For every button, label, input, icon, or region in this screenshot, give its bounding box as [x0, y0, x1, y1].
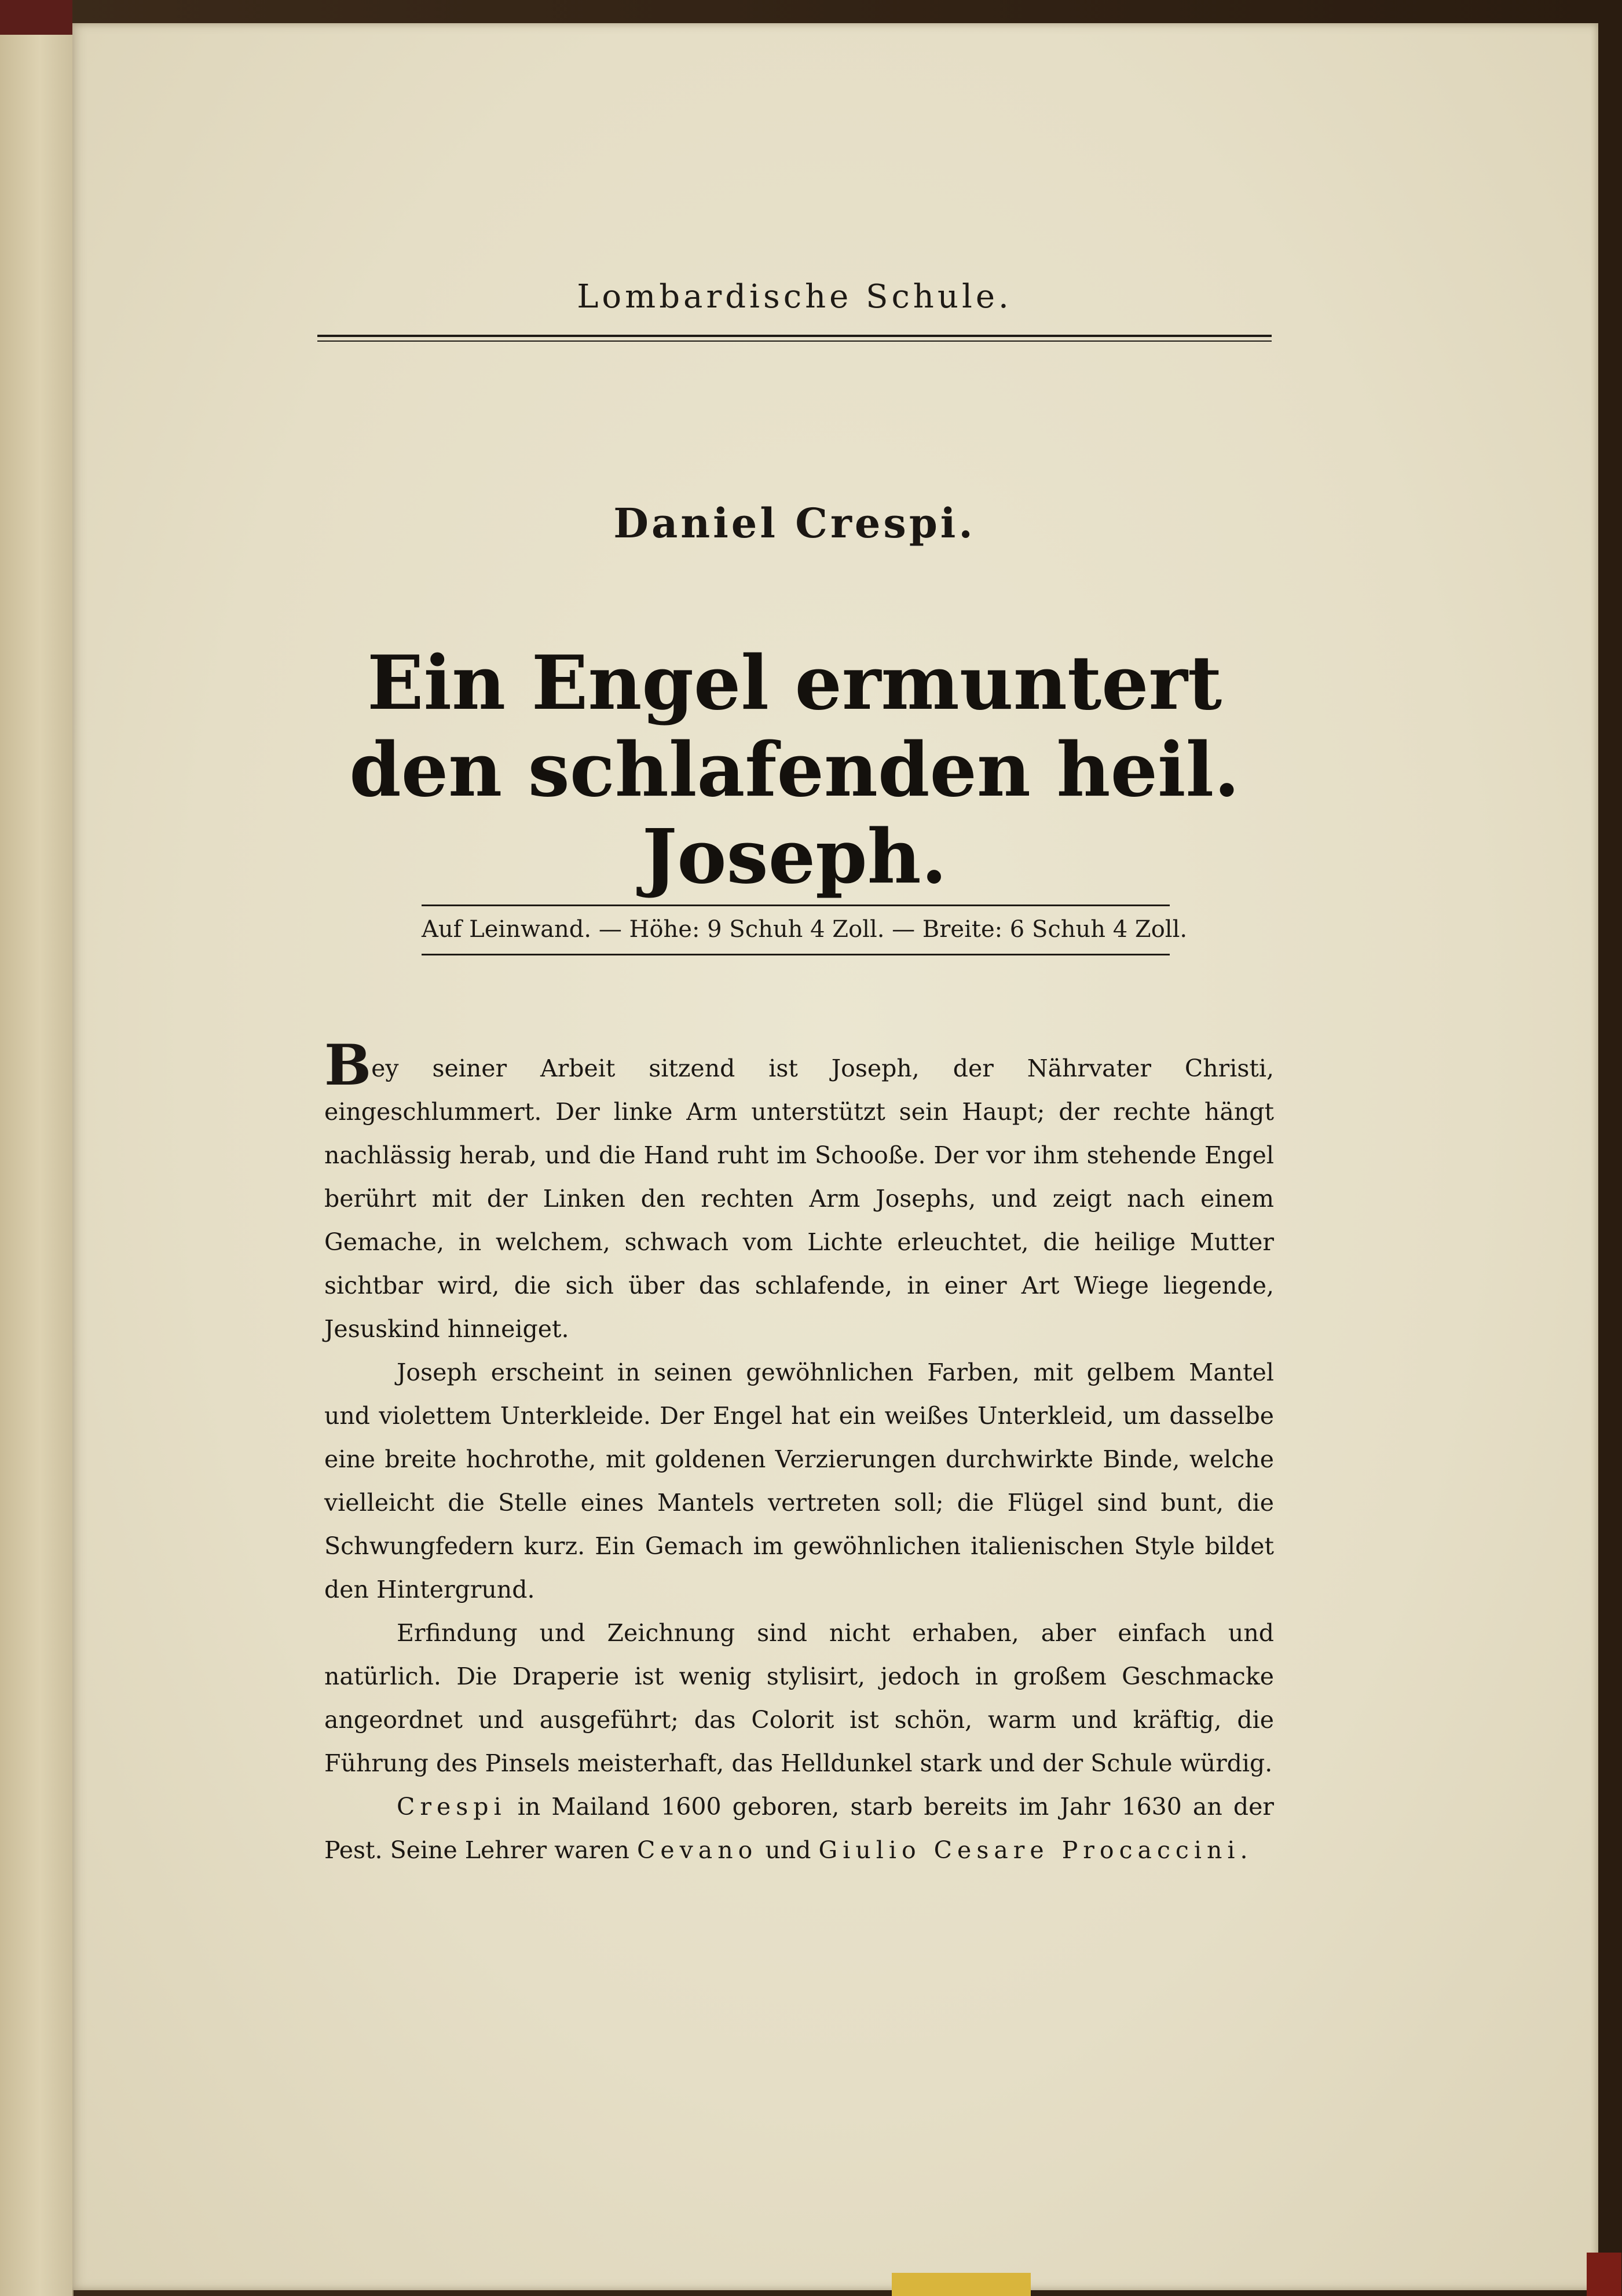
binding-edge	[0, 0, 72, 35]
specs-rule-bottom	[422, 954, 1170, 955]
section-title: Lombardische Schule.	[577, 278, 1012, 316]
corner-mark	[1587, 2253, 1621, 2296]
paragraph-3: Erfindung und Zeichnung sind nicht erhaben, aber einfach und natürlich. Die Draperie ist wenig stylisirt, jedoch in großem Geschmacke angeordnet und ausgeführt; das Colorit ist schön, warm und kräftig, die Führung des Pinsels meisterhaft, das Helldunkel stark und der Schule würdig.	[324, 1619, 1274, 1777]
teacher-name-2: Giulio Cesare Procaccini	[818, 1836, 1240, 1864]
paragraph-4-text-b: und	[757, 1836, 819, 1864]
description-text	[324, 1032, 1274, 1872]
previous-page-edge	[0, 35, 74, 2296]
artwork-title-line-2: den schlafenden heil. Joseph.	[349, 727, 1240, 900]
artwork-title	[301, 640, 1288, 900]
paragraph-2: Joseph erscheint in seinen gewöhnlichen Farben, mit gelbem Mantel und violettem Unterkleide. Der Engel hat ein weißes Unterkleid, um dasselbe eine breite hochrothe, mit goldenen Verzierungen durchwirkte Binde, welche vielleicht die Stelle eines Mantels vertreten soll; die Flügel sind bunt, die Schwungfedern kurz. Ein Gemach im gewöhnlichen italienischen Style bildet den Hintergrund.	[324, 1358, 1274, 1603]
teacher-name-1: Cevano	[637, 1836, 758, 1864]
paragraph-4	[324, 1785, 1274, 1872]
author-name: Daniel Crespi.	[613, 499, 976, 547]
painting-specs: Auf Leinwand. — Höhe: 9 Schuh 4 Zoll. — Breite: 6 Schuh 4 Zoll.	[422, 916, 1188, 943]
paragraph-4-end: .	[1240, 1836, 1248, 1864]
specs-rule-top	[422, 905, 1170, 906]
artwork-title-line-1: Ein Engel ermuntert	[367, 640, 1222, 727]
paragraph-4-text-a: in Mailand 1600 geboren, starb bereits im Jahr 1630 an der Pest. Seine Lehrer waren	[324, 1793, 1274, 1864]
header-rule-top	[317, 335, 1272, 337]
header-rule-bottom	[317, 340, 1272, 342]
paragraph-1	[324, 1032, 1274, 1351]
drop-cap: B	[324, 1032, 372, 1098]
bookmark-tab	[892, 2273, 1031, 2296]
artist-name: Crespi	[397, 1793, 507, 1821]
paragraph-1-text: ey seiner Arbeit sitzend ist Joseph, der Nährvater Christi, eingeschlummert. Der linke Arm unterstützt sein Haupt; der rechte hängt nachlässig herab, und die Hand ruht im Schooße. Der vor ihm stehende Engel berührt mit der Linken den rechten Arm Josephs, und zeigt nach einem Gemache, in welchem, schwach vom Lichte erleuchtet, die heilige Mutter sichtbar wird, die sich über das schlafende, in einer Art Wiege liegende, Jesuskind hinneiget.	[324, 1054, 1274, 1343]
